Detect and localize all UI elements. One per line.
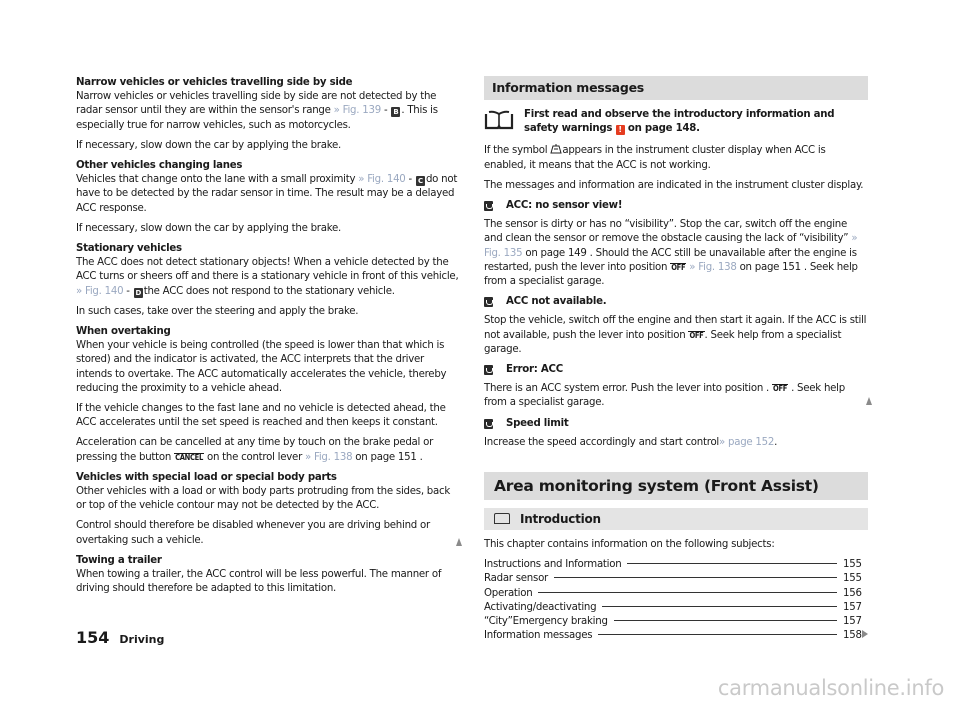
text: on page 151 . <box>352 451 423 463</box>
warning-icon: ! <box>616 125 625 135</box>
toc-item[interactable] <box>484 572 868 586</box>
text: on the control lever <box>204 451 305 463</box>
toc-title: Activating/deactivating <box>484 601 597 613</box>
toc-page: 155 <box>843 559 862 571</box>
off-icon: OFF <box>773 384 788 394</box>
toc-item[interactable] <box>484 615 868 629</box>
text: . This is especially true for narrow vehicles, such as motorcycles. <box>76 105 438 131</box>
message-icon <box>484 419 493 429</box>
page-link[interactable]: » page 152 <box>719 436 775 448</box>
figure-badge-c: C <box>416 176 425 186</box>
off-icon: OFF <box>689 330 704 340</box>
cancel-icon: CANCEL <box>175 452 203 462</box>
figure-badge-d: D <box>135 288 141 297</box>
text: - <box>380 105 391 117</box>
text: do not have to be detected by the radar sensor in time. The result may be a delayed ACC response. <box>76 174 458 214</box>
text: - <box>405 174 415 186</box>
para-take-over: In such cases, take over the steering and apply the brake. <box>76 305 359 317</box>
fig-link[interactable]: » Fig. 139 <box>333 105 381 117</box>
message-icon <box>484 365 493 375</box>
toc-leader <box>602 606 837 607</box>
text: Error: ACC <box>506 364 563 376</box>
message-speed-limit <box>484 417 868 431</box>
toc-page: 155 <box>843 573 862 585</box>
para-acc-not-available <box>484 314 868 357</box>
heading-stationary: Stationary vehicles <box>76 243 182 255</box>
open-book-icon <box>484 110 514 130</box>
para-brake-2: If necessary, slow down the car by applying the brake. <box>76 222 342 234</box>
toc-page: 158 <box>843 630 862 642</box>
para-narrow-vehicles <box>76 90 460 133</box>
section-name: Driving <box>119 633 165 646</box>
toc-item[interactable] <box>484 587 868 601</box>
para-disable-control: Control should therefore be disabled whenever you are driving behind or overtaking such a vehicle. <box>76 520 430 546</box>
para-fast-lane: If the vehicle changes to the fast lane and no vehicle is detected ahead, the ACC accelerates until the set speed is reached and then keeps it constant. <box>76 403 446 429</box>
text: the ACC does not respond to the stationary vehicle. <box>143 285 395 297</box>
off-icon: OFF <box>671 262 686 272</box>
para-symbol <box>484 144 868 172</box>
fig-link[interactable]: » Fig. 140 <box>76 285 124 297</box>
text: Narrow vehicles or vehicles travelling side by side are not detected by the radar sensor until they are within the sensor's range <box>76 91 437 117</box>
section-end-icon <box>866 397 872 405</box>
toc-title: Operation <box>484 587 533 599</box>
toc-item[interactable] <box>484 601 868 615</box>
toc-page: 157 <box>843 616 862 628</box>
heading-trailer: Towing a trailer <box>76 554 162 566</box>
message-acc-not-available <box>484 295 868 309</box>
text: If the symbol <box>484 145 551 157</box>
read-first-note <box>484 108 868 136</box>
info-messages-header: Information messages <box>484 76 868 100</box>
toc-title: Information messages <box>484 630 593 642</box>
toc-leader <box>614 620 837 621</box>
para-messages: The messages and information are indicated in the instrument cluster display. <box>484 179 864 191</box>
watermark: carmanualsonline.info <box>717 676 944 700</box>
arrow-right-icon <box>862 630 868 638</box>
text: . Seek help from a specialist garage. <box>484 329 842 355</box>
text: Vehicles that change onto the lane with a small proximity <box>76 174 359 186</box>
para-overtaking: When your vehicle is being controlled (the speed is lower than that which is stored) and the indicator is activated, the ACC interprets that the driver intends to overtake. The ACC automatically accelerates the vehicle, thereby reducing the proximity to a vehicle ahead. <box>76 340 447 394</box>
page-footer <box>76 628 164 647</box>
heading-special-load: Vehicles with special load or special body parts <box>76 471 337 483</box>
message-icon <box>484 201 493 211</box>
text: Introduction <box>520 512 601 527</box>
text: Speed limit <box>506 417 569 429</box>
page-number: 154 <box>76 628 110 647</box>
toc-leader <box>554 577 837 578</box>
text: There is an ACC system error. Push the lever into position . <box>484 383 773 395</box>
para-speed-limit <box>484 436 868 450</box>
toc-leader <box>538 592 837 593</box>
car-icon <box>494 513 510 524</box>
text: on page 148. <box>624 123 700 135</box>
message-no-sensor-view <box>484 199 868 213</box>
message-icon <box>484 297 493 307</box>
heading-lane-change: Other vehicles changing lanes <box>76 160 243 172</box>
area-monitoring-header: Area monitoring system (Front Assist) <box>484 472 868 500</box>
acc-symbol-icon <box>550 144 562 154</box>
text: The sensor is dirty or has no “visibility”. Stop the car, switch off the engine and clean the sensor or remove the obstacle causing the lack of “visibility” <box>484 219 852 245</box>
para-stationary <box>76 256 460 299</box>
fig-link[interactable]: » Fig. 135 <box>484 233 858 259</box>
para-intro: This chapter contains information on the following subjects: <box>484 539 775 551</box>
text: Increase the speed accordingly and start control <box>484 436 720 448</box>
text: . <box>774 436 778 448</box>
toc-page: 157 <box>843 601 862 613</box>
fig-link[interactable]: » Fig. 140 <box>358 174 406 186</box>
toc-item[interactable] <box>484 558 868 572</box>
text: ACC not available. <box>506 296 607 308</box>
toc-item[interactable] <box>484 629 868 643</box>
fig-link[interactable]: » Fig. 138 <box>305 451 353 463</box>
message-error-acc <box>484 363 868 377</box>
text: Stop the vehicle, switch off the engine and then start it again. If the ACC is still not available, push the lever into position <box>484 315 867 341</box>
left-column <box>76 76 460 603</box>
toc-list <box>484 558 868 643</box>
text: Acceleration can be cancelled at any time by touch on the brake pedal or pressing the button <box>76 437 434 463</box>
para-lane-change <box>76 173 460 216</box>
text: First read and observe the introductory information and safety warnings <box>524 109 835 135</box>
para-brake-1: If necessary, slow down the car by applying the brake. <box>76 139 342 151</box>
heading-narrow-vehicles: Narrow vehicles or vehicles travelling side by side <box>76 77 353 88</box>
fig-link[interactable]: » Fig. 138 <box>686 261 737 273</box>
toc-title: “City”Emergency braking <box>484 616 608 628</box>
text: on page 151 . Seek help from a specialist garage. <box>484 261 858 288</box>
para-cancel <box>76 436 460 464</box>
figure-badge-b: B <box>393 108 399 117</box>
text: . Seek help from a specialist garage. <box>484 383 845 409</box>
text: The ACC does not detect stationary objects! When a vehicle detected by the ACC turns or sheers off and there is a stationary vehicle in front of this vehicle, <box>76 257 459 283</box>
toc-page: 156 <box>843 587 862 599</box>
text: ACC: no sensor view! <box>506 200 623 212</box>
right-column <box>484 76 868 643</box>
text: appears in the instrument cluster display when ACC is enabled, it means that the ACC is not working. <box>484 145 826 171</box>
text: on page 149 . Should the ACC still be unavailable after the engine is restarted, push the lever into position <box>484 247 857 273</box>
para-trailer: When towing a trailer, the ACC control will be less powerful. The manner of driving should therefore be adapted to this limitation. <box>76 569 442 595</box>
text: - <box>123 285 133 297</box>
heading-overtaking: When overtaking <box>76 326 171 338</box>
section-end-icon <box>456 538 462 546</box>
toc-title: Instructions and Information <box>484 559 622 571</box>
toc-title: Radar sensor <box>484 573 548 585</box>
para-special-load: Other vehicles with a load or with body parts protruding from the sides, back or top of the vehicle contour may not be detected by the ACC. <box>76 486 451 512</box>
introduction-header <box>484 508 868 530</box>
toc-leader <box>627 563 837 564</box>
toc-leader <box>598 634 837 635</box>
para-error-acc <box>484 382 868 410</box>
para-no-sensor-view <box>484 218 868 289</box>
